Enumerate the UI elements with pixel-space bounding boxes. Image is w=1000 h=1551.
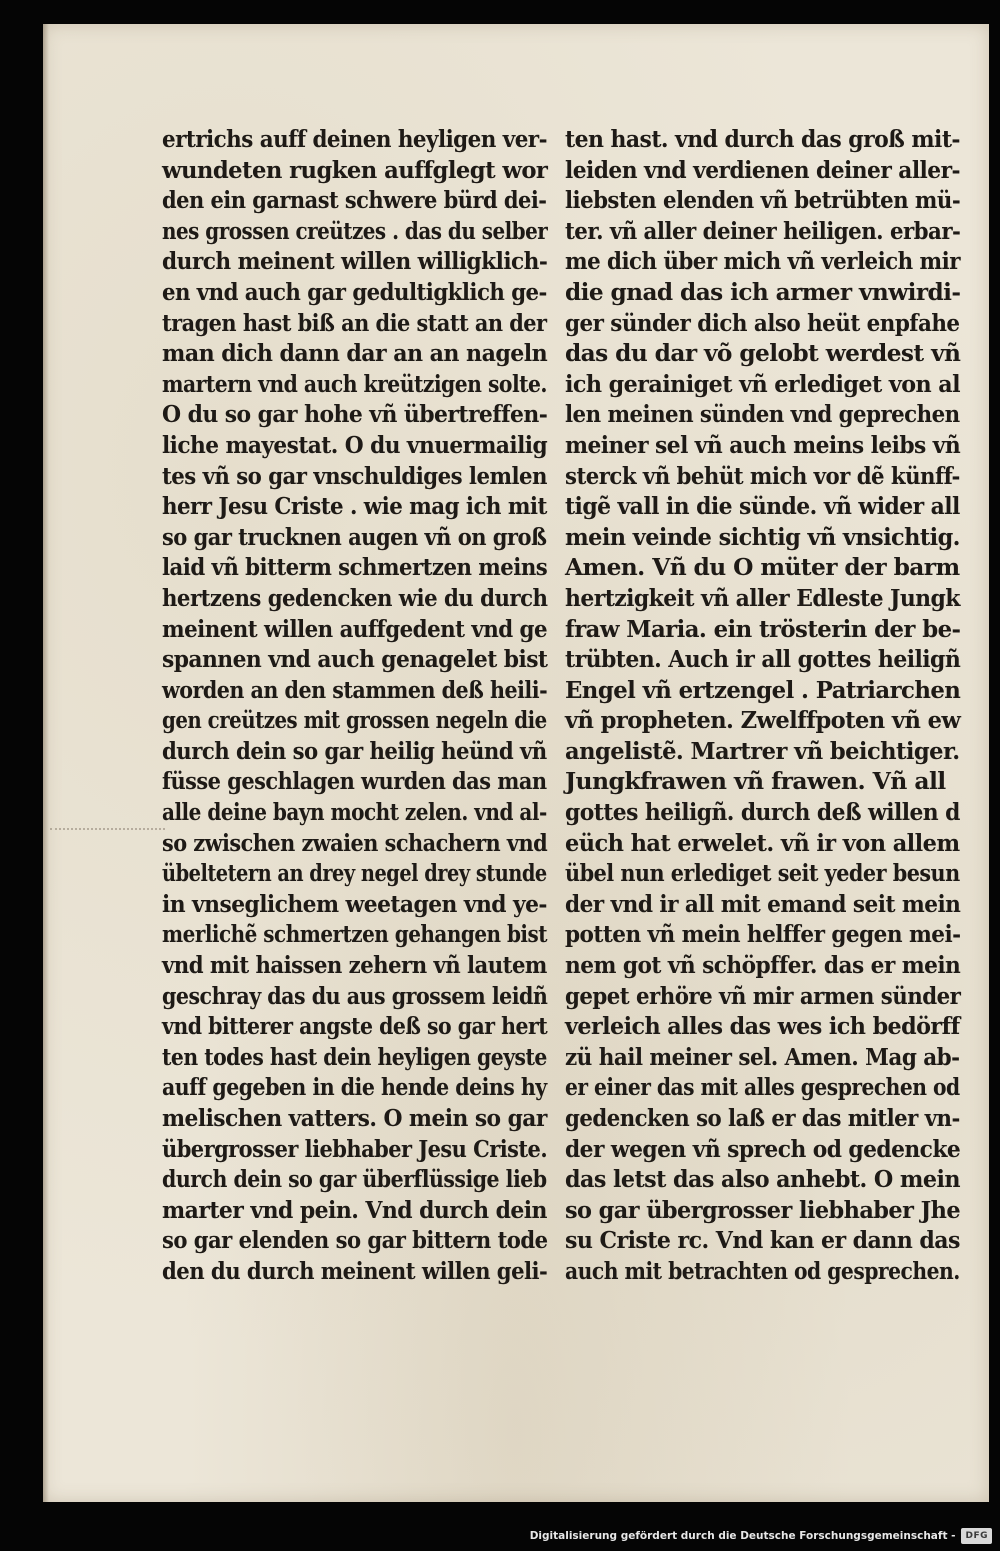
text-line: man dich dann dar an an nageln [162, 339, 548, 368]
text-line: vnd bitterer angste deß so gar hert [162, 1012, 548, 1041]
text-line: Engel vñ ertzengel . Patriarchen [565, 675, 961, 704]
text-line: ertrichs auff deinen heyligen ver- [162, 125, 547, 153]
text-line: so gar trucknen augen vñ on groß [162, 522, 547, 551]
text-line: übeltetern an drey negel drey stunde [162, 859, 547, 888]
text-line: so gar übergrosser liebhaber Jhe [565, 1195, 961, 1224]
text-line: auch mit betrachten od gesprechen. [565, 1256, 960, 1285]
text-line: das du dar võ gelobt werdest vñ [565, 339, 961, 368]
text-line: en vnd auch gar gedultigklich ge- [162, 277, 547, 306]
text-column-left [162, 124, 547, 1287]
text-line: su Criste rc. Vnd kan er dann das [565, 1226, 960, 1255]
text-line: durch dein so gar heilig heünd vñ [162, 736, 547, 765]
text-line: angelistẽ. Martrer vñ beichtiger. [565, 736, 960, 765]
text-line: zü hail meiner sel. Amen. Mag ab- [565, 1042, 960, 1071]
text-line: spannen vnd auch genagelet bist [162, 645, 548, 674]
text-line: durch meinent willen willigklich- [162, 247, 548, 276]
text-line: O du so gar hohe vñ übertreffen- [162, 400, 548, 429]
text-line: so gar elenden so gar bittern tode [162, 1226, 548, 1255]
margin-dotted-mark [50, 828, 165, 830]
text-line: fraw Maria. ein trösterin der be- [565, 614, 961, 643]
text-line: tes vñ so gar vnschuldiges lemlen [162, 461, 547, 490]
text-line: vñ propheten. Zwelffpoten vñ ew [565, 706, 961, 735]
text-line: marter vnd pein. Vnd durch dein [162, 1195, 547, 1224]
text-line: gedencken so laß er das mitler vn- [565, 1104, 960, 1132]
text-line: ich gerainiget vñ erlediget von al [565, 369, 961, 398]
text-line: potten vñ mein helffer gegen mei- [565, 920, 961, 949]
text-line: das letst das also anhebt. O mein [565, 1165, 960, 1194]
text-line: geschray das du aus grossem leidñ [162, 981, 548, 1010]
text-line: den ein garnast schwere bürd dei- [162, 186, 547, 215]
text-line: meiner sel vñ auch meins leibs vñ [565, 430, 961, 459]
text-line: gottes heiligñ. durch deß willen d [565, 798, 960, 827]
text-line: me dich über mich vñ verleich mir [565, 247, 960, 276]
text-line: übel nun erlediget seit yeder besun [565, 859, 960, 888]
text-line: martern vnd auch kreützigen solte. [162, 369, 547, 398]
text-column-right [565, 124, 960, 1287]
text-line: der wegen vñ sprech od gedencke [565, 1134, 961, 1163]
text-line: verleich alles das wes ich bedörff [565, 1012, 960, 1041]
text-line: so zwischen zwaien schachern vnd [162, 828, 548, 857]
text-line: nem got vñ schöpffer. das er mein [565, 951, 961, 980]
text-line: trübten. Auch ir all gottes heiligñ [565, 645, 961, 674]
text-line: den du durch meinent willen geli- [162, 1256, 548, 1285]
text-line: liebsten elenden vñ betrübten mü- [565, 186, 961, 215]
text-line: hertzens gedencken wie du durch [162, 583, 548, 612]
text-line: Jungkfrawen vñ frawen. Vñ all [565, 767, 946, 796]
text-line: ten hast. vnd durch das groß mit- [565, 125, 960, 153]
text-line: in vnseglichem weetagen vnd ye- [162, 889, 547, 918]
text-line: worden an den stammen deß heili- [162, 675, 548, 704]
text-line: merlichẽ schmertzen gehangen bist [162, 920, 547, 949]
text-line: alle deine bayn mocht zelen. vnd al- [162, 798, 547, 827]
text-line: mein veinde sichtig vñ vnsichtig. [565, 522, 960, 551]
text-line: er einer das mit alles gesprechen od [565, 1073, 960, 1102]
dfg-logo-icon: DFG [961, 1528, 992, 1544]
text-line: durch dein so gar überflüssige lieb [162, 1165, 547, 1194]
text-line: vnd mit haissen zehern vñ lautem [162, 951, 547, 980]
text-line: übergrosser liebhaber Jesu Criste. [162, 1134, 548, 1163]
text-line: liche mayestat. O du vnuermailig [162, 430, 548, 459]
text-line: melischen vatters. O mein so gar [162, 1104, 547, 1132]
text-line: tragen hast biß an die statt an der [162, 308, 547, 337]
text-line: len meinen sünden vnd geprechen [565, 400, 960, 429]
text-line: füsse geschlagen wurden das man [162, 767, 547, 796]
text-line: ger sünder dich also heüt enpfahe [565, 308, 960, 337]
text-line: ter. vñ aller deiner heiligen. erbar- [565, 216, 961, 245]
text-line: tigẽ vall in die sünde. vñ wider all [565, 492, 960, 521]
text-line: sterck vñ behüt mich vor dẽ künff- [565, 461, 960, 490]
text-line: hertzigkeit vñ aller Edleste Jungk [565, 583, 960, 612]
text-line: ten todes hast dein heyligen geyste [162, 1042, 547, 1071]
text-line: meinent willen auffgedent vnd ge [162, 614, 548, 643]
text-line: Amen. Vñ du O müter der barm [565, 553, 960, 582]
text-line: auff gegeben in die hende deins hy [162, 1073, 547, 1102]
text-line: der vnd ir all mit emand seit mein [565, 889, 961, 918]
text-line: gen creützes mit grossen negeln die [162, 706, 547, 735]
credit-text: Digitalisierung gefördert durch die Deutsche Forschungsgemeinschaft - [529, 1530, 956, 1542]
text-line: nes grossen creützes . das du selber [162, 216, 548, 245]
page-gutter-shadow [43, 24, 49, 1502]
text-line: laid vñ bitterm schmertzen meins [162, 553, 548, 582]
text-line: gepet erhöre vñ mir armen sünder [565, 981, 961, 1010]
text-line: eüch hat erwelet. vñ ir von allem [565, 828, 960, 857]
text-line: herr Jesu Criste . wie mag ich mit [162, 492, 547, 521]
digitization-credit [530, 1525, 992, 1547]
text-line: leiden vnd verdienen deiner aller- [565, 155, 960, 184]
text-line: die gnad das ich armer vnwirdi- [565, 277, 961, 306]
text-line: wundeten rugken auffglegt wor [162, 155, 548, 184]
